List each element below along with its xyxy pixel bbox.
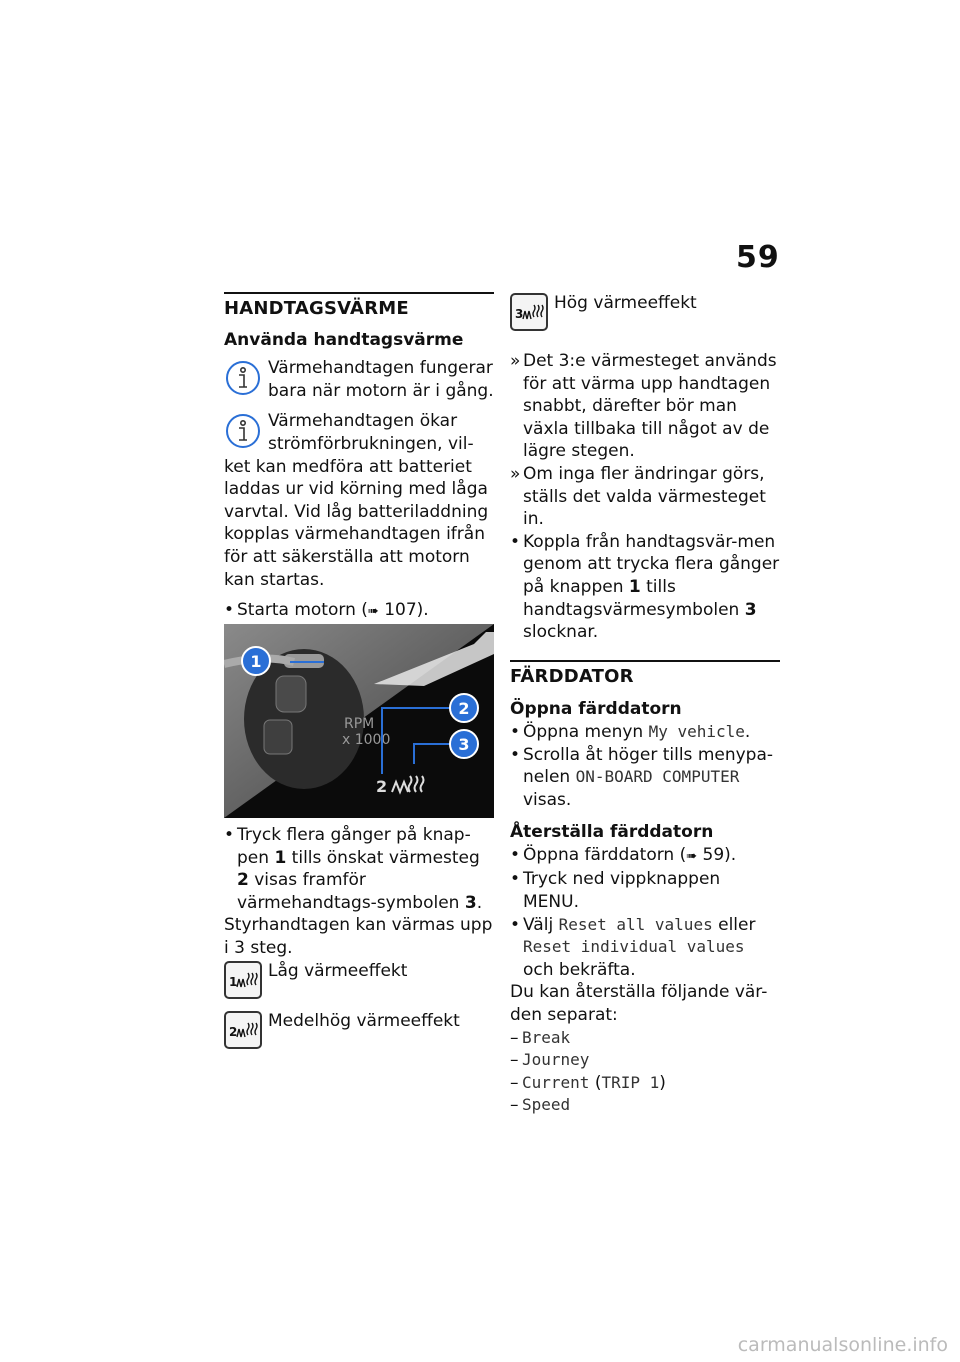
svg-text:1: 1 — [229, 974, 238, 989]
heat-level-3-label: Hög värmeeffekt — [554, 293, 697, 313]
photo-x1000: x 1000 — [342, 732, 391, 748]
section-title-heated-grips: HANDTAGSVÄRME — [224, 298, 409, 319]
info-note-2-text-b: ket kan medföra att batteriet laddas ur vid körning med låga varvtal. Vid låg batteriladdning kopplas värmehandtagen ifrån för att säkerställa att motorn kan startas. — [224, 456, 489, 590]
photo-badge-2: 2 — [458, 699, 470, 718]
info-note-1 — [224, 357, 494, 402]
bullet-switch-off: • Koppla från handtagsvär-men genom att trycka flera gånger på knappen 1 tills handtagsvärmesymbolen 3 slocknar. — [510, 531, 780, 643]
grip-heating-icon — [510, 293, 548, 331]
left-column — [224, 292, 494, 624]
list-item: – Current (TRIP 1) — [510, 1072, 666, 1093]
info-note-2-text-a: Värmehandtagen ökar strömförbrukningen, vil- — [268, 411, 474, 454]
heat-level-1-label: Låg värmeeffekt — [268, 960, 408, 981]
subsection-title-use: Använda handtagsvärme — [224, 329, 464, 350]
info-icon — [224, 412, 262, 450]
list-item: – Break — [510, 1027, 571, 1048]
heat-level-1 — [224, 960, 494, 1004]
heat-level-2 — [224, 1010, 494, 1054]
right-column — [510, 292, 780, 1117]
info-note-2 — [224, 410, 494, 591]
bullet-scroll: • Scrolla åt höger tills menypa-nelen ON-BOARD COMPUTER visas. — [510, 744, 774, 810]
photo-badge-1: 1 — [250, 652, 262, 671]
section-rule — [510, 660, 780, 662]
result-2: » Om inga fler ändringar görs, ställs det valda värmesteget in. — [510, 463, 766, 530]
grip-heating-icon — [224, 961, 262, 999]
bullet-reset-press: • Tryck ned vippknappen MENU. — [510, 869, 721, 913]
result-1: » Det 3:e värmesteget används för att värma upp handtagen snabbt, därefter bör man växla tillbaka till något av de lägre stegen. — [510, 351, 777, 462]
info-note-1-text: Värmehandtagen fungerar bara när motorn är i gång. — [268, 358, 494, 401]
left-column-lower — [224, 824, 494, 1054]
svg-text:2: 2 — [229, 1024, 238, 1039]
reset-list — [510, 1027, 780, 1117]
list-item: – Journey — [510, 1050, 590, 1071]
bullet-press-button: • Tryck flera gånger på knap-pen 1 tills önskat värmesteg 2 visas framför värmehandtags-symbolen 3. — [224, 825, 483, 913]
bullet-reset-open: • Öppna färddatorn (➠ 59). — [510, 844, 737, 865]
bullet-open-menu: • Öppna menyn My vehicle. — [510, 721, 751, 742]
section-rule — [224, 292, 494, 294]
svg-text:3: 3 — [515, 307, 524, 321]
heat-level-2-label: Medelhög värmeeffekt — [268, 1010, 460, 1031]
bullet-start-engine: • Starta motorn (➠ 107). — [224, 600, 429, 621]
info-icon — [224, 359, 262, 397]
page-number: 59 — [736, 240, 780, 275]
handlebar-photo — [224, 624, 494, 818]
bullet-choose: • Välj Reset all values eller Reset individual values och bekräfta. — [510, 914, 756, 980]
subsection-title-reset: Återställa färddatorn — [510, 822, 714, 843]
handlebar-illustration — [224, 624, 494, 818]
separately-text: Du kan återställa följande vär-den separat: — [510, 982, 768, 1026]
watermark: carmanualsonline.info — [737, 1334, 948, 1356]
steps-text: Styrhandtagen kan värmas upp i 3 steg. — [224, 915, 493, 958]
photo-rpm: RPM — [344, 716, 375, 732]
arrow-right-icon: ➠ — [367, 604, 379, 620]
arrow-right-icon: ➠ — [686, 848, 698, 864]
section-title-trip-computer: FÄRDDATOR — [510, 665, 634, 687]
grip-heating-icon — [224, 1011, 262, 1049]
list-item: – Speed — [510, 1095, 571, 1116]
photo-badge-3: 3 — [458, 735, 470, 754]
subsection-title-open: Öppna färddatorn — [510, 699, 682, 720]
heat-level-3 — [510, 292, 780, 350]
photo-level: 2 — [376, 777, 388, 796]
